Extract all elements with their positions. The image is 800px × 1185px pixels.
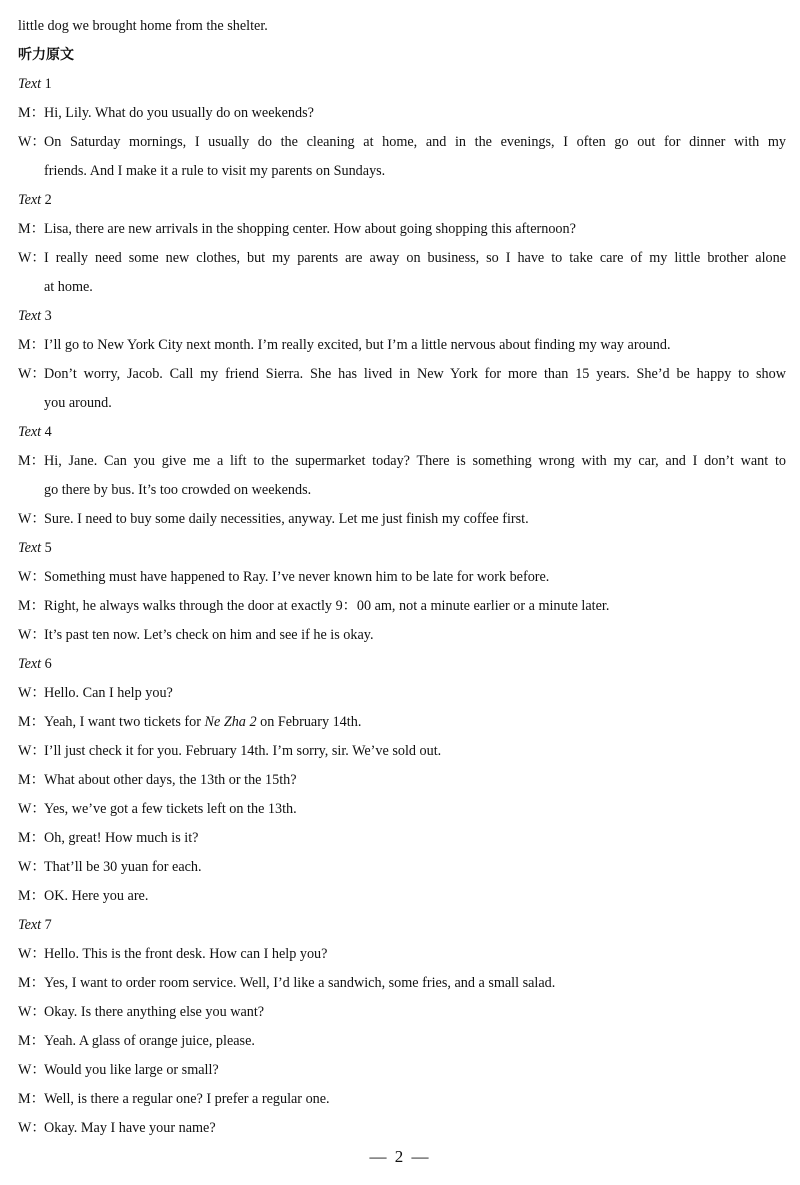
text-label-4: Text 4 bbox=[18, 424, 52, 440]
dialogue-line: W：Would you like large or small? bbox=[18, 1062, 219, 1078]
dialogue-line: W：That’ll be 30 yuan for each. bbox=[18, 859, 202, 875]
dialogue-line: W：Hello. This is the front desk. How can I help you? bbox=[18, 946, 328, 962]
dialogue-line: M：OK. Here you are. bbox=[18, 888, 149, 904]
dialogue-line: W：Sure. I need to buy some daily necessities, anyway. Let me just finish my coffee first. bbox=[18, 511, 529, 527]
dialogue-line: W：Hello. Can I help you? bbox=[18, 685, 173, 701]
dialogue-line: W：On Saturday mornings, I usually do the cleaning at home, and in the evenings, I often go out for dinner with my bbox=[18, 134, 786, 150]
text-label-2: Text 2 bbox=[18, 192, 52, 208]
dialogue-line: M：Yes, I want to order room service. Well, I’d like a sandwich, some fries, and a small salad. bbox=[18, 975, 556, 991]
dialogue-line: W：Okay. May I have your name? bbox=[18, 1120, 216, 1136]
dialogue-continuation: at home. bbox=[44, 279, 93, 295]
text-label-3: Text 3 bbox=[18, 308, 52, 324]
dialogue-line: M：Right, he always walks through the door at exactly 9：00 am, not a minute earlier or a minute later. bbox=[18, 598, 610, 614]
dialogue-line: M：Yeah. A glass of orange juice, please. bbox=[18, 1033, 255, 1049]
dialogue-line: M：What about other days, the 13th or the 15th? bbox=[18, 772, 297, 788]
dialogue-line: W：Yes, we’ve got a few tickets left on the 13th. bbox=[18, 801, 297, 817]
dialogue-line: W：Okay. Is there anything else you want? bbox=[18, 1004, 265, 1020]
text-label-6: Text 6 bbox=[18, 656, 52, 672]
dialogue-line: M：Yeah, I want two tickets for Ne Zha 2 on February 14th. bbox=[18, 714, 362, 730]
dialogue-line: W：Something must have happened to Ray. I’ve never known him to be late for work before. bbox=[18, 569, 550, 585]
dialogue-line: M：Hi, Lily. What do you usually do on weekends? bbox=[18, 105, 314, 121]
dialogue-line: M：Hi, Jane. Can you give me a lift to the supermarket today? There is something wrong with my car, and I don’t want to bbox=[18, 453, 786, 469]
dialogue-continuation: friends. And I make it a rule to visit my parents on Sundays. bbox=[44, 163, 386, 179]
text-label-7: Text 7 bbox=[18, 917, 52, 933]
section-heading: 听力原文 bbox=[18, 47, 74, 63]
dialogue-line: M：Lisa, there are new arrivals in the shopping center. How about going shopping this afternoon? bbox=[18, 221, 576, 237]
dialogue-line: W：I really need some new clothes, but my parents are away on business, so I have to take care of my little brother alone bbox=[18, 250, 786, 266]
dialogue-line: W：It’s past ten now. Let’s check on him and see if he is okay. bbox=[18, 627, 374, 643]
top-line: little dog we brought home from the shelter. bbox=[18, 18, 268, 34]
dialogue-line: W：Don’t worry, Jacob. Call my friend Sierra. She has lived in New York for more than 15 years. She’d be happy to show bbox=[18, 366, 786, 382]
movie-title: Ne Zha 2 bbox=[204, 714, 257, 730]
dialogue-line: W：I’ll just check it for you. February 14th. I’m sorry, sir. We’ve sold out. bbox=[18, 743, 442, 759]
dialogue-line: M：Well, is there a regular one? I prefer a regular one. bbox=[18, 1091, 330, 1107]
dialogue-line: M：Oh, great! How much is it? bbox=[18, 830, 199, 846]
dialogue-continuation: go there by bus. It’s too crowded on weekends. bbox=[44, 482, 312, 498]
dialogue-line: M：I’ll go to New York City next month. I’m really excited, but I’m a little nervous about finding my way around. bbox=[18, 337, 671, 353]
page-number: — 2 — bbox=[369, 1147, 431, 1166]
dialogue-continuation: you around. bbox=[44, 395, 112, 411]
text-label-5: Text 5 bbox=[18, 540, 52, 556]
text-label-1: Text 1 bbox=[18, 76, 52, 92]
